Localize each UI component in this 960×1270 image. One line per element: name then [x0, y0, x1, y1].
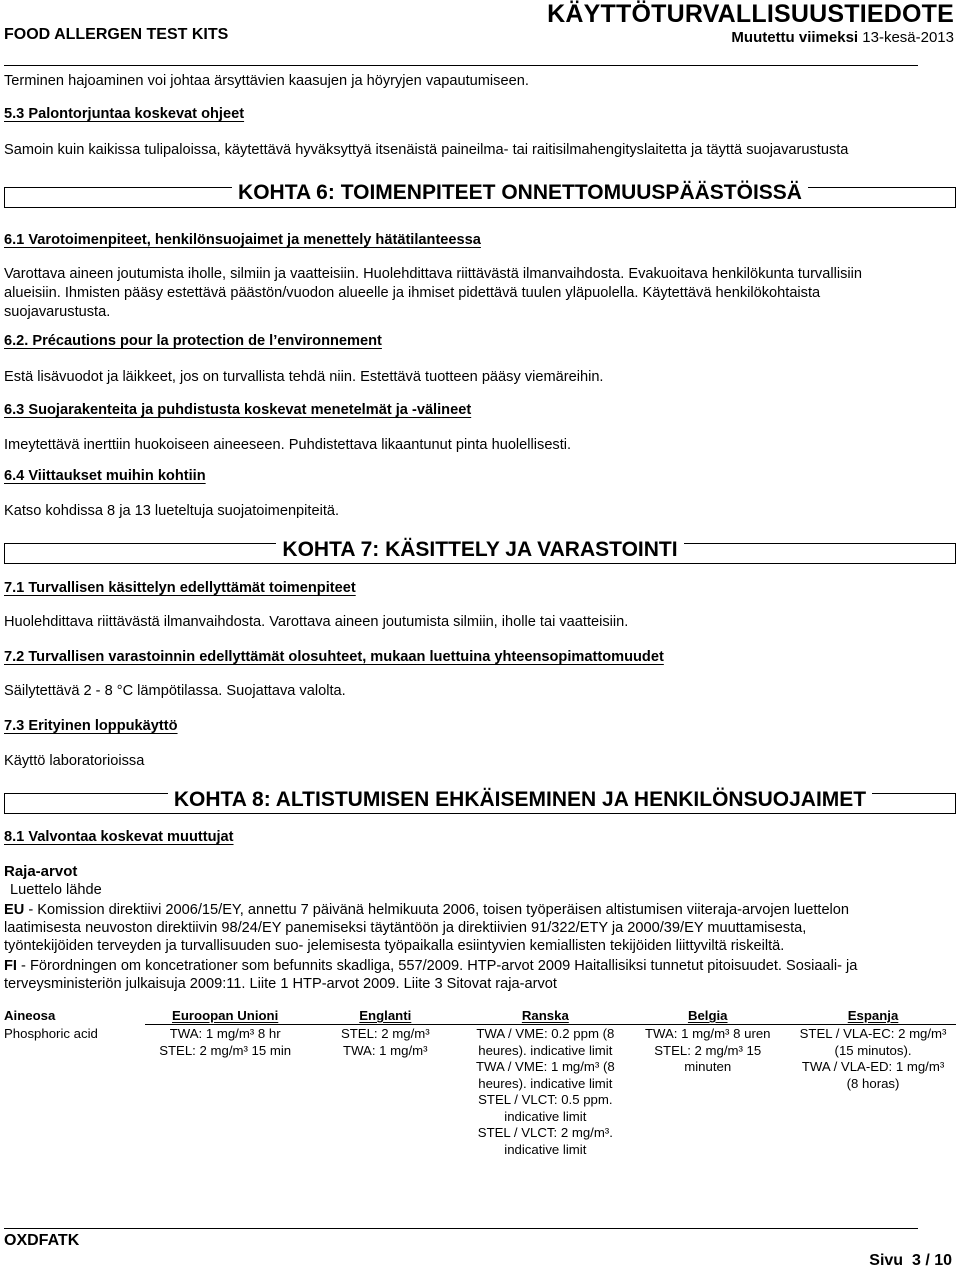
table-cell-fr: TWA / VME: 0.2 ppm (8 heures). indicative limit TWA / VME: 1 mg/m³ (8 heures). indicative limit STEL / VLCT: 0.5 ppm. indicative limit STEL / VLCT: 2 mg/m³. indicative limit	[475, 1026, 615, 1157]
section-6-title-text: KOHTA 6: TOIMENPITEET ONNETTOMUUSPÄÄSTÖISSÄ	[232, 181, 808, 204]
fi-text-a: - Förordningen om koncetrationer som befunnits skadliga, 557/2009. HTP-arvot 2009 Haitallisiksi tunnetut pitoisuudet. Sosiaali- ja	[16, 958, 858, 974]
text-7-3: Käyttö laboratorioissa	[4, 753, 145, 769]
document-title: KÄYTTÖTURVALLISUUSTIEDOTE	[547, 0, 954, 28]
eu-text-a: - Komission direktiivi 2006/15/EY, annettu 7 päivänä helmikuuta 2006, toisen työperäisen altistumisen viiteraja-arvojen luettelon	[24, 902, 850, 918]
fi-code: FI	[4, 958, 17, 974]
footer-rule	[4, 1228, 918, 1229]
footer-code: OXDFATK	[4, 1232, 80, 1249]
eu-code: EU	[4, 902, 25, 918]
text-6-2: Estä lisävuodot ja läikkeet, jos on turvallista tehdä niin. Estettävä tuotteen pääsy viemäreihin.	[4, 369, 604, 385]
table-header-uk: Englanti	[305, 1007, 465, 1025]
page-label: Sivu	[869, 1252, 904, 1269]
page-value: 3 / 10	[911, 1252, 952, 1269]
eu-source-line-c: työntekijöiden terveyden ja turvallisuuden suo- jelemisesta työpaikalla esiintyvien kemiallisten tekijöiden liittyviltä riskeiltä.	[4, 938, 785, 954]
subheading-7-3: 7.3 Erityinen loppukäyttö	[4, 718, 178, 734]
table-header-row	[145, 1007, 956, 1025]
page-number	[869, 1252, 952, 1270]
section-8-title-text: KOHTA 8: ALTISTUMISEN EHKÄISEMINEN JA HENKILÖNSUOJAIMET	[168, 788, 872, 811]
revision-date	[731, 29, 954, 46]
eu-source-line-b: laatimisesta neuvoston direktiivin 98/24/EY panemiseksi täytäntöön ja direktiivien 91/322/ETY ja 2000/39/EY muuttamisesta,	[4, 920, 807, 936]
firefighting-text: Samoin kuin kaikissa tulipaloissa, käytettävä hyväksyttyä itsenäistä paineilma- tai raitisilmahengityslaitetta ja täyttä suojavarustusta	[4, 142, 849, 158]
limit-values-heading: Raja-arvot	[4, 863, 78, 880]
text-6-1-a: Varottava aineen joutumista iholle, silmiin ja vaatteisiin. Huolehdittava riittävästä ilmanvaihdosta. Evakuoitava henkilökunta turvallisiin	[4, 266, 862, 282]
subheading-6-4: 6.4 Viittaukset muihin kohtiin	[4, 468, 206, 484]
table-substance-name: Phosphoric acid	[4, 1026, 98, 1041]
eu-source-line-a	[4, 901, 849, 919]
table-cell-es: STEL / VLA-EC: 2 mg/m³ (15 minutos). TWA / VLA-ED: 1 mg/m³ (8 horas)	[799, 1026, 947, 1091]
header-rule	[4, 65, 918, 66]
section-7-title	[0, 538, 960, 562]
subheading-7-2: 7.2 Turvallisen varastoinnin edellyttämät olosuhteet, mukaan luettuina yhteensopimattomuudet	[4, 649, 664, 665]
table-cell-be: TWA: 1 mg/m³ 8 uren STEL: 2 mg/m³ 15 minuten	[644, 1026, 771, 1074]
table-col-substance-header: Aineosa	[4, 1008, 56, 1023]
text-7-1: Huolehdittava riittävästä ilmanvaihdosta. Varottava aineen joutumista silmiin, iholle tai vaatteisiin.	[4, 614, 629, 630]
revision-value: 13-kesä-2013	[862, 29, 954, 46]
text-6-1-c: suojavarustusta.	[4, 304, 111, 320]
subheading-7-1: 7.1 Turvallisen käsittelyn edellyttämät toimenpiteet	[4, 580, 356, 596]
table-header-eu: Euroopan Unioni	[145, 1007, 305, 1025]
table-cell-eu: TWA: 1 mg/m³ 8 hr STEL: 2 mg/m³ 15 min	[159, 1026, 292, 1058]
subheading-8-1: 8.1 Valvontaa koskevat muuttujat	[4, 829, 234, 845]
text-6-3: Imeytettävä inerttiin huokoiseen aineeseen. Puhdistettava likaantunut pinta huolellisesti.	[4, 437, 572, 453]
table-header-be: Belgia	[625, 1007, 790, 1025]
subheading-5-3: 5.3 Palontorjuntaa koskevat ohjeet	[4, 106, 245, 122]
fi-source-line-a	[4, 957, 857, 975]
table-header-fr: Ranska	[465, 1007, 625, 1025]
company-name: FOOD ALLERGEN TEST KITS	[4, 26, 229, 43]
table-header-es: Espanja	[790, 1007, 956, 1025]
text-6-4: Katso kohdissa 8 ja 13 lueteltuja suojatoimenpiteitä.	[4, 503, 340, 519]
text-6-1-b: alueisiin. Ihmisten pääsy estettävä päästön/vuodon alueelle ja ihmiset pidettävä tuulen yläpuolella. Käytettävä henkilökohtaista	[4, 285, 821, 301]
subheading-6-1: 6.1 Varotoimenpiteet, henkilönsuojaimet ja menettely hätätilanteessa	[4, 232, 481, 248]
exposure-limits-table	[145, 1007, 956, 1159]
revision-label: Muutettu viimeksi	[731, 29, 859, 46]
text-7-2: Säilytettävä 2 - 8 °C lämpötilassa. Suojattava valolta.	[4, 683, 346, 699]
section-6-title	[0, 181, 960, 205]
thermal-decomposition-text: Terminen hajoaminen voi johtaa ärsyttävien kaasujen ja höyryjen vapautumiseen.	[4, 73, 529, 89]
fi-source-line-b: terveysministeriön julkaisuja 2009:11. Liite 1 HTP-arvot 2009. Liite 3 Sitovat raja-arvot	[4, 976, 557, 992]
section-7-title-text: KOHTA 7: KÄSITTELY JA VARASTOINTI	[276, 538, 683, 561]
subheading-6-2: 6.2. Précautions pour la protection de l’environnement	[4, 333, 382, 349]
source-list-label: Luettelo lähde	[10, 882, 102, 898]
table-row	[145, 1025, 956, 1160]
subheading-6-3: 6.3 Suojarakenteita ja puhdistusta koskevat menetelmät ja -välineet	[4, 402, 472, 418]
table-cell-uk: STEL: 2 mg/m³ TWA: 1 mg/m³	[340, 1026, 430, 1058]
section-8-title	[0, 788, 960, 812]
